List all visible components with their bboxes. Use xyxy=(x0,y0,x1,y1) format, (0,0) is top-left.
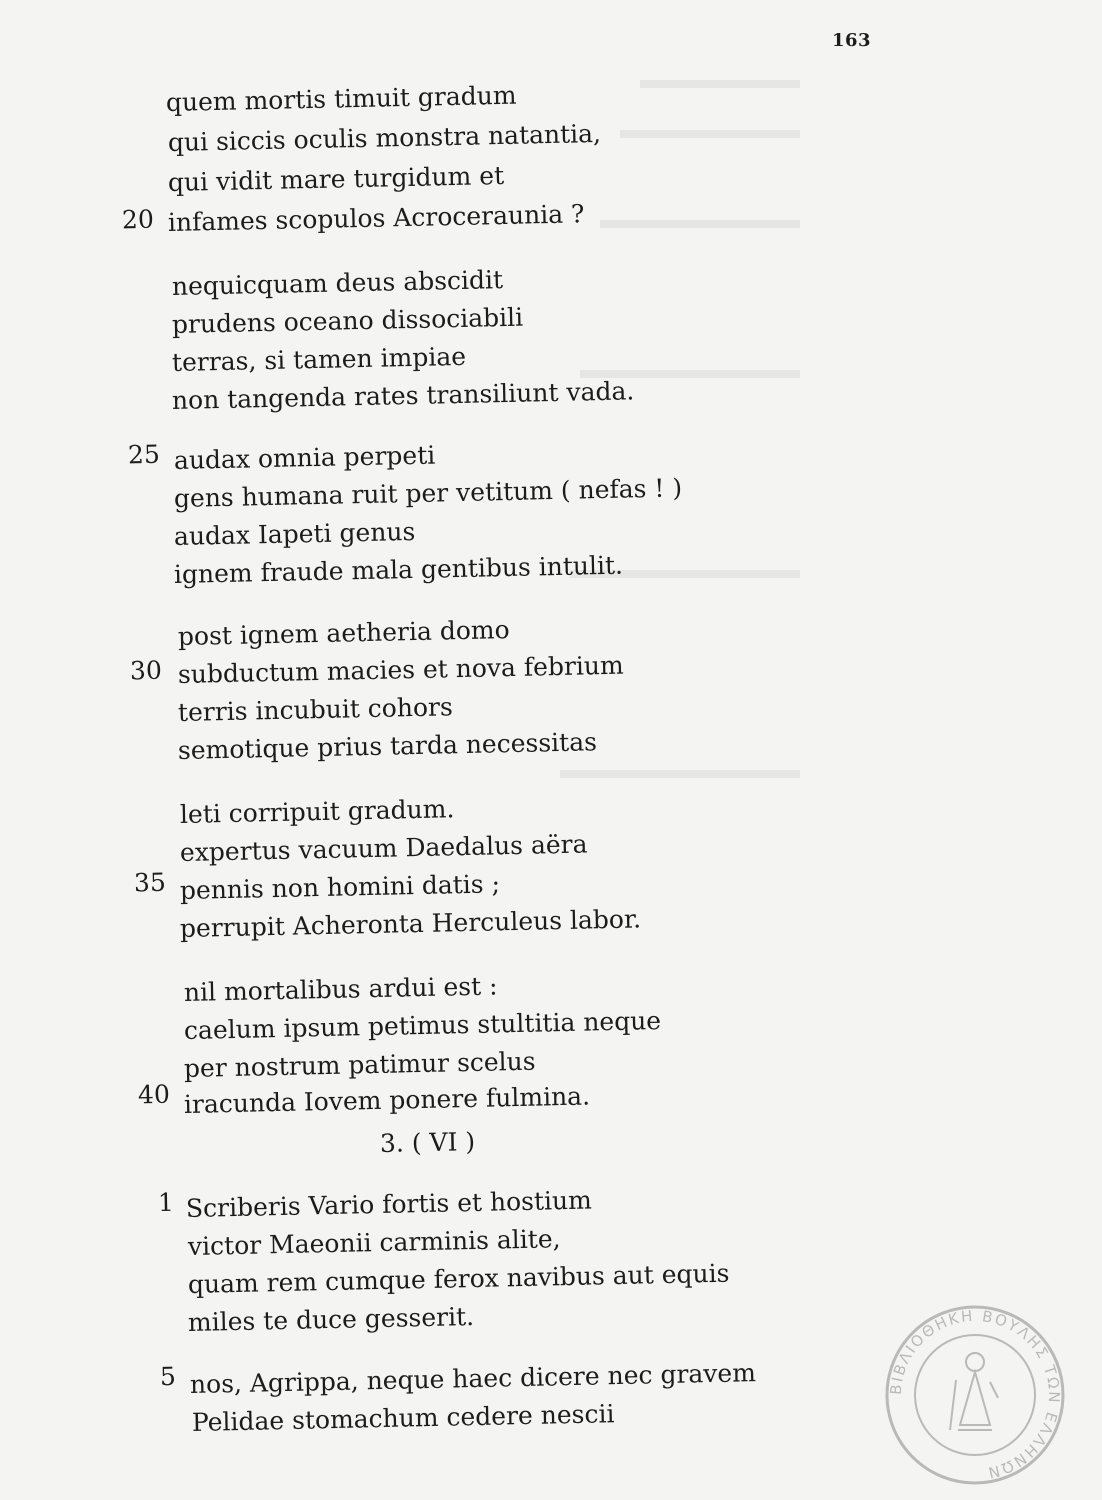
page-number: 163 xyxy=(832,30,872,51)
verse-line: non tangenda rates transiliunt vada. xyxy=(171,376,635,415)
verse-line: nequicquam deus abscidit xyxy=(171,265,504,301)
verse-line: expertus vacuum Daedalus aëra xyxy=(179,829,588,867)
verse-line: iracunda Iovem ponere fulmina. xyxy=(183,1081,591,1119)
verse-line: leti corripuit gradum. xyxy=(179,794,455,829)
verse-line: subductum macies et nova febrium xyxy=(177,650,624,689)
line-number: 5 xyxy=(159,1361,177,1392)
verse-line: prudens oceano dissociabili xyxy=(171,302,524,339)
line-number: 40 xyxy=(137,1079,171,1110)
verse-line: Scriberis Vario fortis et hostium xyxy=(185,1185,593,1223)
verse-line: qui siccis oculis monstra natantia, xyxy=(167,118,602,157)
stamp-text: ΒΙΒΛΙΟΘΗΚΗ ΒΟΥΛΗΣ ΤΩΝ ΕΛΛΗΝΩΝ xyxy=(886,1306,1064,1483)
verse-line: miles te duce gesserit. xyxy=(187,1302,475,1337)
verse-line: nil mortalibus ardui est : xyxy=(183,971,498,1007)
verse-line: quam rem cumque ferox navibus aut equis xyxy=(187,1258,730,1299)
verse-line: audax Iapeti genus xyxy=(173,516,416,551)
verse-line: semotique prius tarda necessitas xyxy=(177,727,598,765)
verse-line: terris incubuit cohors xyxy=(177,692,454,727)
line-number: 20 xyxy=(121,204,155,235)
verse-line: qui vidit mare turgidum et xyxy=(167,160,505,197)
verse-line: caelum ipsum petimus stultitia neque xyxy=(183,1006,662,1045)
line-number: 1 xyxy=(157,1187,175,1218)
line-number: 35 xyxy=(133,867,167,898)
line-number: 30 xyxy=(129,655,163,686)
verse-line: pennis non homini datis ; xyxy=(179,869,501,905)
verse-line: perrupit Acheronta Herculeus labor. xyxy=(179,904,642,943)
verse-line: nos, Agrippa, neque haec dicere nec gravem xyxy=(189,1358,757,1399)
verse-line: Pelidae stomachum cedere nescii xyxy=(191,1399,615,1437)
line-number: 25 xyxy=(127,439,161,470)
verse-line: victor Maeonii carminis alite, xyxy=(187,1224,561,1261)
verse-line: post ignem aetheria domo xyxy=(177,615,510,651)
verse-line: infames scopulos Acroceraunia ? xyxy=(167,199,585,237)
verse-line: terras, si tamen impiae xyxy=(171,341,467,377)
verse-line: per nostrum patimur scelus xyxy=(183,1046,536,1083)
verse-line: quem mortis timuit gradum xyxy=(165,80,517,117)
library-stamp-icon xyxy=(880,1300,1070,1490)
verse-line: gens humana ruit per vetitum ( nefas ! ) xyxy=(173,473,683,513)
section-heading: 3. ( VI ) xyxy=(379,1127,476,1158)
verse-line: ignem fraude mala gentibus intulit. xyxy=(173,550,624,589)
verse-line: audax omnia perpeti xyxy=(173,440,436,475)
